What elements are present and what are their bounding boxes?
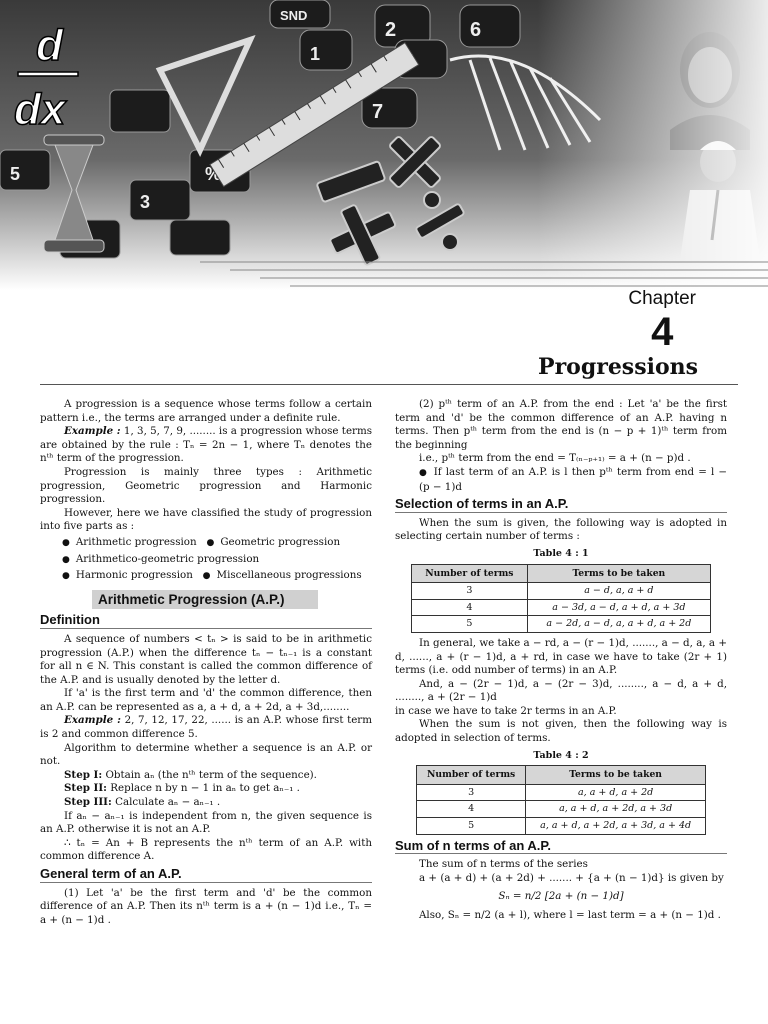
section-heading-ap: Arithmetic Progression (A.P.) [92,590,318,610]
subsection-heading-sum: Sum of n terms of an A.P. [395,839,727,855]
table-cell: 4 [417,801,526,818]
last-term-note: ● If last term of an A.P. is l then pᵗʰ term from end = l − (p − 1)d [419,465,728,493]
terms-table-sum-given [411,564,711,633]
table-caption: Table 4 : 2 [533,749,589,761]
table-cell: a, a + d, a + 2d, a + 3d, a + 4d [526,818,706,835]
left-column [40,398,372,927]
table-caption: Table 4 : 1 [533,547,589,559]
banner-artwork [0,0,768,290]
table-header-row [417,766,706,785]
algorithm-paragraph: Algorithm to determine whether a sequence is an A.P. or not. [40,741,372,768]
definition-paragraph: A sequence of numbers < tₙ > is said to be in arithmetic progression (A.P.) when the difference tₙ − tₙ₋₁ is a constant for all n ∈ N. This constant is called the common difference of the A.P. and is usually denoted by the letter d. [40,632,372,686]
right-column [395,398,727,923]
sum-last-term-formula: Also, Sₙ = n/2 (a + l), where l = last term = a + (n − 1)d . [419,909,721,921]
algorithm-step: Step II: Replace n by n − 1 in aₙ to get aₙ₋₁ . [64,782,300,795]
progression-kinds-list [62,536,372,584]
table-header-cell: Terms to be taken [527,564,710,583]
table-cell: a − 3d, a − d, a + d, a + 3d [527,599,710,616]
chapter-label: Chapter [628,288,696,309]
chapter-banner-image [0,0,768,290]
subsection-heading-definition: Definition [40,613,372,629]
table-header-cell: Number of terms [412,564,528,583]
subsection-heading-general-term: General term of an A.P. [40,867,372,883]
ap-example-paragraph: Example : 2, 7, 12, 17, 22, ...... is an A.P. whose first term is 2 and common difference 5. [40,714,372,741]
general-term-paragraph: (1) Let 'a' be the first term and 'd' be the common difference of an A.P. Then its nᵗʰ term is a + (n − 1)d i.e., Tₙ = a + (n − 1)d . [40,886,372,926]
types-paragraph: Progression is mainly three types : Arithmetic progression, Geometric progression and Harmonic progression. [40,465,372,506]
table-row [417,784,706,801]
table-cell: 3 [417,784,526,801]
list-item: ● Harmonic progression ● Miscellaneous progressions [62,569,362,582]
table-header-row [412,564,711,583]
algorithm-step: Step I: Obtain aₙ (the nᵗʰ term of the sequence). [64,768,317,781]
table-row [412,599,711,616]
table-cell: 3 [412,583,528,600]
table-cell: a, a + d, a + 2d, a + 3d [526,801,706,818]
chapter-heading [628,288,696,352]
sum-formula: Sₙ = n/2 [2a + (n − 1)d] [498,890,624,903]
table-cell: 4 [412,599,528,616]
pth-term-from-end-paragraph: (2) pᵗʰ term of an A.P. from the end : Let 'a' be the first term and 'd' be the common difference of an A.P. having n terms. Then pᵗʰ term from the end is (n − p + 1)ᵗʰ term from the beginning [395,398,727,451]
table-row [412,583,711,600]
representation-paragraph: If 'a' is the first term and 'd' the common difference, then an A.P. can be represented as a, a + d, a + 2d, a + 3d,........ [40,687,372,713]
table-cell: a, a + d, a + 2d [526,784,706,801]
odd-terms-paragraph: In general, we take a − rd, a − (r − 1)d, ......., a − d, a, a + d, ......, a + (r − 1)d, a + rd, in case we have to take (2r + 1) terms (i.e. odd number of terms) in an A.P. [395,636,727,677]
sum-not-given-paragraph: When the sum is not given, then the following way is adopted in selection of terms. [395,718,727,745]
even-terms-formula: And, a − (2r − 1)d, a − (2r − 3)d, ........, a − d, a + d, ........, a + (2r − 1)d [395,677,727,704]
table-cell: a − d, a, a + d [527,583,710,600]
table-cell: a − 2d, a − d, a, a + d, a + 2d [527,616,710,633]
header-rule [40,384,738,385]
algorithm-step: Step III: Calculate aₙ − aₙ₋₁ . [64,796,221,809]
table-header-cell: Number of terms [417,766,526,785]
list-item: ● Arithmetico-geometric progression [62,552,260,565]
table-header-cell: Terms to be taken [526,766,706,785]
even-terms-note: in case we have to take 2r terms in an A.P. [395,704,617,717]
classification-paragraph: However, here we have classified the study of progression into five parts as : [40,506,372,533]
independence-paragraph: If aₙ − aₙ₋₁ is independent from n, the given sequence is an A.P. otherwise it is not an A.P. [40,809,372,836]
nth-term-form-paragraph: ∴ tₙ = An + B represents the nᵗʰ term of an A.P. with common difference A. [40,836,372,863]
table-row [417,801,706,818]
pth-term-formula: i.e., pᵗʰ term from the end = T₍ₙ₋ₚ₊₁₎ = a + (n − p)d . [419,452,691,465]
selection-paragraph: When the sum is given, the following way is adopted in selecting certain number of terms : [395,516,727,543]
chapter-number: 4 [651,310,674,354]
table-row [412,616,711,633]
table-cell: 5 [412,616,528,633]
intro-paragraph: A progression is a sequence whose terms follow a certain pattern i.e., the terms are arranged under a definite rule. [40,398,372,424]
list-item: ● Arithmetic progression ● Geometric progression [62,535,341,548]
terms-table-sum-not-given [416,765,706,834]
table-row [417,818,706,835]
table-cell: 5 [417,818,526,835]
sum-intro: The sum of n terms of the series [419,858,588,871]
subsection-heading-selection: Selection of terms in an A.P. [395,497,727,513]
series-expression: a + (a + d) + (a + 2d) + ....... + {a + (n − 1)d} is given by [419,871,724,884]
chapter-title: Progressions [538,354,698,380]
example-paragraph: Example : 1, 3, 5, 7, 9, ........ is a progression whose terms are obtained by the rule : Tₙ = 2n − 1, where Tₙ denotes the nᵗʰ term of the progression. [40,425,373,465]
